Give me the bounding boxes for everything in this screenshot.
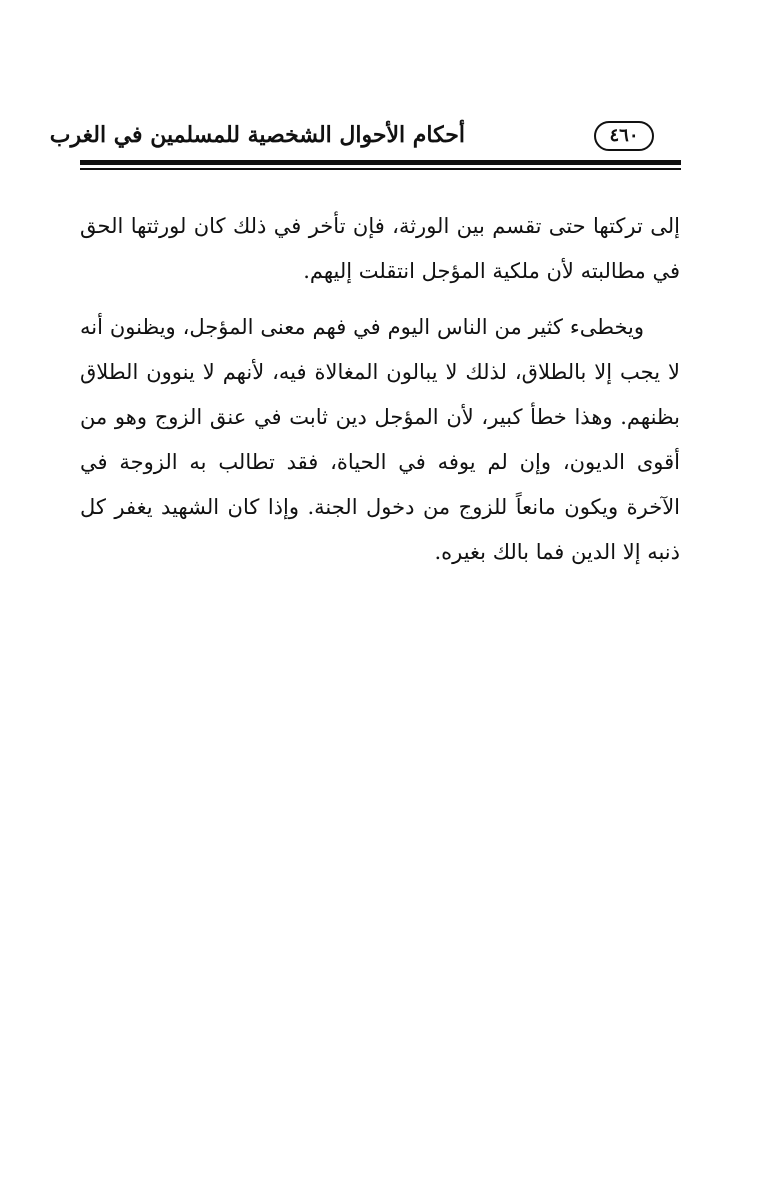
paragraph: إلى تركتها حتى تقسم بين الورثة، فإن تأخر في ذلك كان لورثتها الحق في مطالبته لأن ملكية المؤجل انتقلت إليهم.	[80, 214, 680, 283]
page-number-text: ٤٦٠	[609, 125, 639, 146]
body-text	[80, 204, 680, 575]
running-header	[49, 112, 680, 162]
page-number	[594, 121, 654, 151]
header-rule-thin	[80, 168, 681, 170]
book-title: أحكام الأحوال الشخصية للمسلمين في الغرب	[49, 122, 465, 148]
paragraph: ويخطىء كثير من الناس اليوم في فهم معنى المؤجل، ويظنون أنه لا يجب إلا بالطلاق، لذلك لا يبالون المغالاة فيه، لأنهم لا ينوون الطلاق بظنهم. وهذا خطأ كبير، لأن المؤجل دين ثابت في عنق الزوج وهو من أقوى الديون، وإن لم يوفه في الحياة، فقد تطالب به الزوجة في الآخرة ويكون مانعاً للزوج من دخول الجنة. وإذا كان الشهيد يغفر كل ذنبه إلا الدين فما بالك بغيره.	[80, 315, 681, 564]
header-rule-thick	[80, 160, 681, 165]
